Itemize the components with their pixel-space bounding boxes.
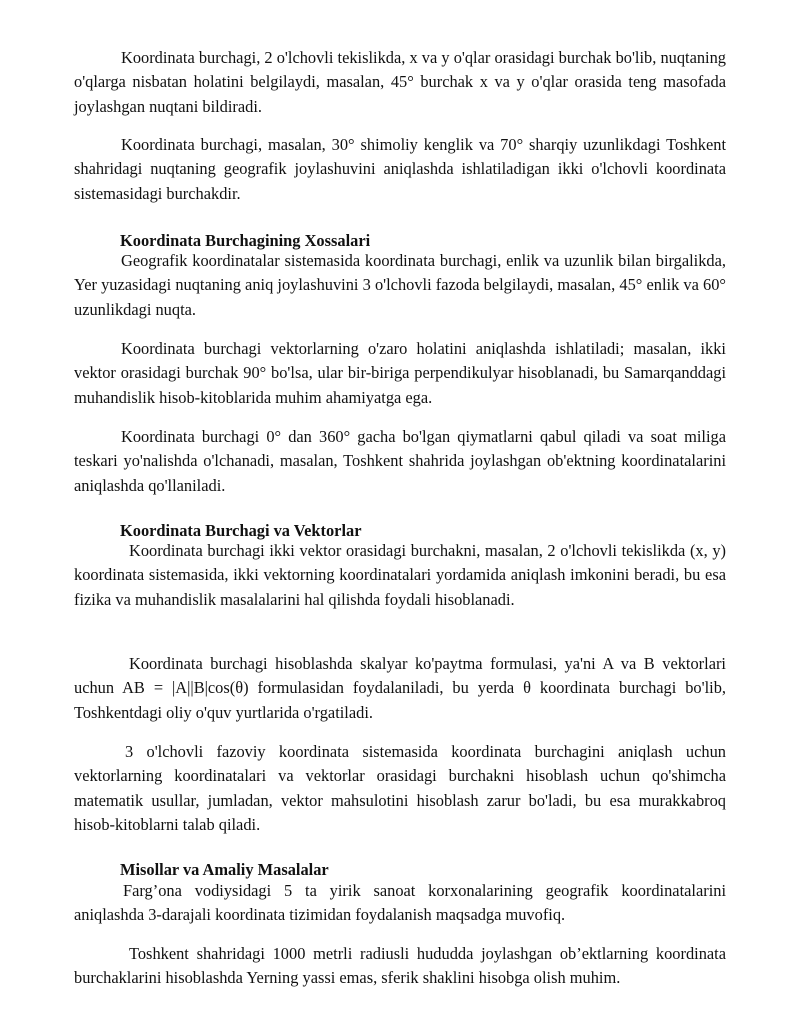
paragraph-2: Koordinata burchagi, masalan, 30° shimoliy kenglik va 70° sharqiy uzunlikdagi Toshkent shahridagi nuqtaning geografik joylashuvini aniqlashda ishlatiladigan ikki o'lchovli koordinata sistemasidagi burchakdir. [74,135,726,203]
section-heading-vectors: Koordinata Burchagi va Vektorlar [120,521,362,540]
paragraph-3: Geografik koordinatalar sistemasida koordinata burchagi, enlik va uzunlik bilan birgalikda, Yer yuzasidagi nuqtaning aniq joylashuvini 3 o'lchovli fazoda belgilaydi, masalan, 45° enlik va 60° uzunlikdagi nuqta. [74,251,726,319]
paragraph-7: Koordinata burchagi hisoblashda skalyar ko'paytma formulasi, ya'ni A va B vektorlari uchun AB = |A||B|cos(θ) formulasidan foydalaniladi, bu yerda θ koordinata burchagi bo'lib, Toshkentdagi oliy o'quv yurtlarida o'rgatiladi. [74,654,726,722]
paragraph-6: Koordinata burchagi ikki vektor orasidagi burchakni, masalan, 2 o'lchovli tekislikda (x, y) koordinata sistemasida, ikki vektorning koordinatalari yordamida aniqlash imkonini beradi, bu esa fizika va muhandislik masalalarini hal qilishda foydali hisoblanadi. [74,541,726,609]
section-heading-properties: Koordinata Burchagining Xossalari [120,231,371,250]
paragraph-1: Koordinata burchagi, 2 o'lchovli tekislikda, x va y o'qlar orasidagi burchak bo'lib, nuqtaning o'qlarga nisbatan holatini belgilaydi, masalan, 45° burchak x va y o'qlar orasida teng masofada joylashgan nuqtani bildiradi. [74,48,726,116]
paragraph-8: 3 o'lchovli fazoviy koordinata sistemasida koordinata burchagini aniqlash uchun vektorlarning koordinatalari va vektorlar orasidagi burchakni hisoblash uchun qo'shimcha matematik usullar, jumladan, vektor mahsulotini hisoblash zarur bo'ladi, bu esa murakkabroq hisob-kitoblarni talab qiladi. [74,742,726,834]
paragraph-5: Koordinata burchagi 0° dan 360° gacha bo'lgan qiymatlarni qabul qiladi va soat miliga teskari yo'nalishda o'lchanadi, masalan, Toshkent shahrida joylashgan ob'ektning koordinatalarini aniqlashda qo'llaniladi. [74,427,726,495]
paragraph-4: Koordinata burchagi vektorlarning o'zaro holatini aniqlashda ishlatiladi; masalan, ikki vektor orasidagi burchak 90° bo'lsa, ular bir-biriga perpendikulyar hisoblanadi, bu Samarqanddagi muhandislik hisob-kitoblarida muhim ahamiyatga ega. [74,339,726,407]
section-heading-examples: Misollar va Amaliy Masalalar [120,860,329,879]
paragraph-10: Toshkent shahridagi 1000 metrli radiusli hududda joylashgan ob’ektlarning koordinata burchaklarini hisoblashda Yerning yassi emas, sferik shaklini hisobga olish muhim. [74,944,726,988]
paragraph-9: Farg’ona vodiysidagi 5 ta yirik sanoat korxonalarining geografik koordinatalarini aniqlashda 3-darajali koordinata tizimidan foydalanish maqsadga muvofiq. [74,881,726,925]
